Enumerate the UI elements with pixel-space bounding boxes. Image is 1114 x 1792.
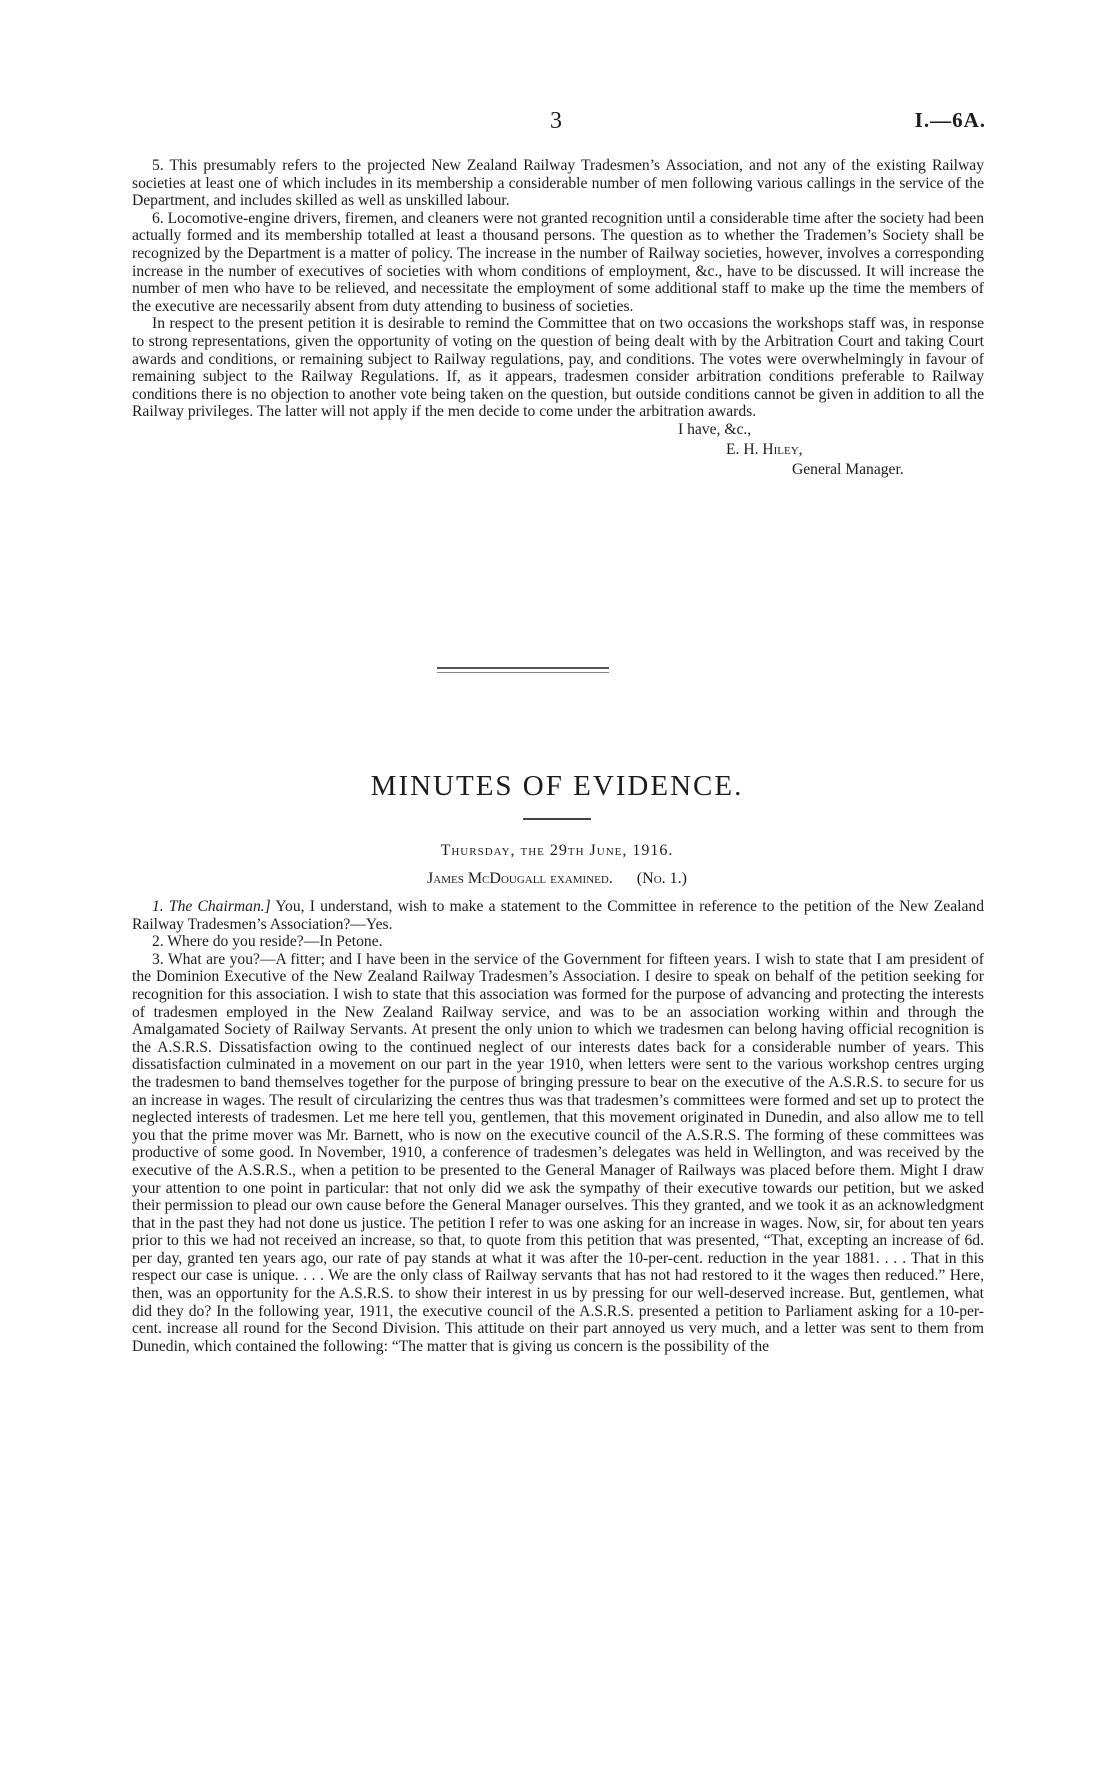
report-body	[132, 157, 984, 487]
signature-block	[132, 421, 984, 487]
paragraph-6: 6. Locomotive-engine drivers, firemen, and cleaners were not granted recognition until a considerable time after the society had been actually formed and its membership totalled at least a thousand persons. The question as to whether the Trademen’s Society shall be recognized by the Department is a matter of policy. The increase in the number of Railway societies, however, involves a corresponding increase in the number of executives of societies with whom conditions of employment, &c., have to be discussed. It will increase the number of men who have to be relieved, and necessitate the employment of some additional staff to make up the time the members of the executive are necessarily absent from duty attending to business of societies.	[132, 209, 984, 315]
date-line: Thursday, the 29th June, 1916.	[440, 842, 674, 859]
title-underline	[523, 818, 591, 820]
evidence-body	[132, 898, 984, 1355]
document-reference: I.—6A.	[914, 108, 986, 132]
question-3: 3. What are you?—A fitter; and I have been in the service of the Government for fifteen years. I wish to state that I am president of the Dominion Executive of the New Zealand Railway Tradesmen’s Association. I desire to speak on behalf of the petition seeking for recognition for this association. I wish to state that this association was formed for the purpose of advancing and protecting the interests of tradesmen employed in the New Zealand Railway service, and was to be an association working within and through the Amalgamated Society of Railway Servants. At present the only union to which we tradesmen can belong having official recognition is the A.S.R.S. Dissatisfaction owing to the continued neglect of our interests dates back for a considerable number of years. This dissatisfaction culminated in a movement on our part in the year 1910, when letters were sent to the various workshop centres urging the tradesmen to band themselves together for the purpose of bringing pressure to bear on the executive of the A.S.R.S. to secure for us an increase in wages. The result of circularizing the centres thus was that tradesmen’s committees were formed and set up to protect the neglected interests of tradesmen. Let me here tell you, gentlemen, that this movement originated in Dunedin, and also allow me to tell you that the prime mover was Mr. Barnett, who is now on the executive council of the A.S.R.S. The forming of these committees was productive of some good. In November, 1910, a conference of tradesmen’s delegates was held in Wellington, and was received by the executive of the A.S.R.S., when a petition to be presented to the General Manager of Railways was placed before them. Might I draw your attention to one point in particular: that not only did we ask the sympathy of their executive towards our petition, but we asked their permission to plead our own cause before the General Manager ourselves. This they granted, and we took it as an acknowledgment that in the past they had not done us justice. The petition I refer to was one asking for an increase in wages. Now, sir, for about ten years prior to this we had not received an increase, so that, to quote from this petition that was presented, “That, excepting an increase of 6d. per day, granted ten years ago, our rate of pay stands at what it was after the 10-per-cent. reduction in the year 1881. . . . That in this respect our case is unique. . . . We are the only class of Railway servants that has not had restored to it the wages then reduced.” Here, then, was an opportunity for the A.S.R.S. to show their interest in us by pressing for our well-deserved increase. But, gentlemen, what did they do? In the following year, 1911, the executive council of the A.S.R.S. presented a petition to Parliament asking for a 10-per-cent. increase all round for the Second Division. This attitude on their part annoyed us very much, and a letter was sent to them from Dunedin, which contained the following: “The matter that is giving us concern is the possibility of the	[132, 950, 984, 1355]
section-divider	[437, 667, 609, 669]
question-1	[132, 898, 984, 933]
page-header	[96, 108, 986, 138]
witness-line: James McDougall examined. (No. 1.)	[427, 870, 687, 887]
signature-title: General Manager.	[792, 460, 904, 478]
paragraph-petition: In respect to the present petition it is desirable to remind the Committee that on two occasions the workshops staff was, in response to strong representations, given the opportunity of voting on the question of being dealt with by the Arbitration Court and taking Court awards and conditions, or remaining subject to Railway regulations, pay, and conditions. The votes were overwhelmingly in favour of remaining subject to the Railway Regulations. If, as it appears, tradesmen consider arbitration conditions preferable to Railway conditions there is no objection to another vote being taken on the question, but outside conditions cannot be given in addition to all the Railway privileges. The latter will not apply if the men decide to come under the arbitration awards.	[132, 315, 984, 421]
page-number: 3	[550, 108, 562, 134]
question-2: 2. Where do you reside?—In Petone.	[152, 933, 383, 951]
paragraph-5: 5. This presumably refers to the projected New Zealand Railway Tradesmen’s Association, and not any of the existing Railway societies at least one of which includes in its membership a considerable number of men following various callings in the service of the Department, and includes skilled as well as unskilled labour.	[132, 157, 984, 210]
signature-name: E. H. Hiley,	[726, 440, 803, 458]
question-1-label: 1. The Chairman.]	[152, 898, 271, 915]
section-divider-thin	[437, 672, 609, 673]
signature-closing: I have, &c.,	[678, 420, 752, 438]
section-title: MINUTES OF EVIDENCE.	[370, 770, 744, 802]
question-1-text: You, I understand, wish to make a statement to the Committee in reference to the petition of the New Zealand Railway Tradesmen’s Association?—Yes.	[132, 898, 984, 933]
